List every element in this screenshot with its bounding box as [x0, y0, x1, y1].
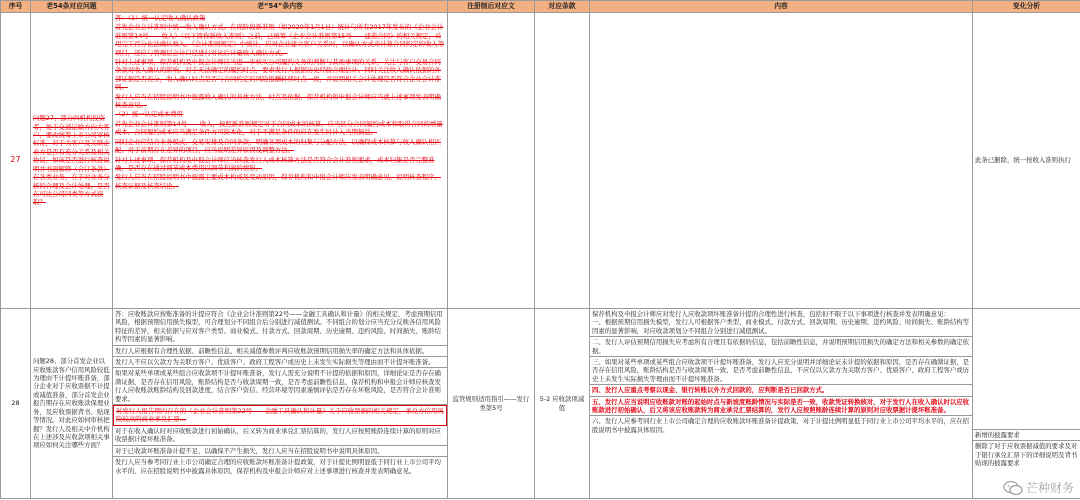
old-content-block: 对发行人报告期内存在的《企业会计准则第22号——金融工具确认和计量》关于应收票据的相关规定，承兑方信用风险较高的商业承兑汇票...: [113, 405, 447, 426]
header-change: 变化分析: [973, 1, 1080, 13]
header-seq: 序号: [1, 1, 31, 13]
old-content-block: 对于在收入确认时对应收账款进行初始确认，后又转为商业承兑汇票结算的，发行人应按照账龄连续计算的原则对应收票据计提坏账准备。: [113, 426, 447, 446]
old-content-cell: [113, 13, 448, 309]
table-row-28: [1, 309, 1080, 499]
old-content-para: 发行人应当在招股说明书中披露收入确认的具体方法、时点及依据，保荐机构和申报会计师应当就上述事项发表明确核查意见。: [115, 92, 441, 110]
old-issue-text: 问题27、部分四机构投资者，处于交通运输方向大客户，要改统筹上市公司审核标准，对于大客户及关联企业方是否有充分关系及相关协议，如该是否进行核查说明并书面解释（合订条款）在各类业务，在于对业务分析的合理及会计处理，是否在可比公司同类等方式获取？: [33, 114, 110, 207]
header-row: [1, 1, 1080, 13]
old-content-cell: [113, 309, 448, 499]
old-content-para: 发行人应当在招股说明书中披露主要成本构成及变动原因，保荐机构和申报会计师应发表明确意见，说明核查程序、核查证据及核查结论。: [115, 173, 441, 190]
old-issue-cell: [31, 13, 113, 309]
header-clause: 对应条款: [535, 1, 590, 13]
change-text: 新增的披露要求: [973, 429, 1080, 441]
old-content-block: 如果对某些单项或某些组合应收款项不计提坏账准备，发行人需充分说明不计提的依据和原因，详细论证是否存在确凿证据，是否存在信用风险，账龄结构是否与收款周期一致，是否考虑前瞻性信息，保荐机构和申报会计师应核查发行人应收账款账龄结构及回款进度，结合客户资信、经营环境等因素谨慎评估是否存在坏账风险，是否符合会计准则要求。: [113, 368, 447, 405]
reg-doc-cell: 监管规则适用指引——发行类第5号: [448, 309, 535, 499]
old-content-para: 首先企业会计准则中统一收入确认方式。在现阶段新准则（如2020年1月1日）统计与所有2017年发布的《企业会计准则第14号——收入》（以下简称新收入准则）之前，已统筹《企业会计准则第15号——建造合同》的相关规定，采用完工百分比法确认收入。《会计准则规定》中统计，应对企业建立客户关系时，以确认方式来计算合同约定的收入等项目，还应与管理层会计口径进行对比后计量收入确认方式。: [115, 23, 445, 57]
old-content-para: 针对上述事项，保荐机构及申报会计师应当核查发行人成本核算方法是否符合会计准则要求，成本归集是否完整准确，是否存在通过调节成本费用以调节利润的情形。: [115, 155, 435, 172]
old-content-para: 答：（1）统一认定收入确认政策: [115, 14, 206, 22]
old-content-block: 答：应收账款应按账准备的计提应符合《企业会计准则第22号——金融工具确认和计量》的相关规定，考虑预期信用风险，根据预期信用损失模型，可合理划分不同组合后分别进行减值测试。不同组合的划分应当充分反映各信用风险特征的差异，相关依据与应对客户类型、商业模式、付款方式、回款周期、历史逾期、违约风险、时间损失、账龄结构等因素的显著影响。: [113, 309, 447, 346]
content-block: 五、发行人应当说明应收账款对账的起始时点与新坡度账龄情况与实际是否一致，收款凭证转换核对，对于发行人在收入确认时以应收账款进行初始确认，后又将该应收账款转为商业承兑汇票结算的，发行人应按照账龄连续计算的原则对应收票据计提坏账准备。: [590, 397, 972, 417]
change-text: 此条已删除，统一按收入准则执行: [975, 156, 1071, 165]
old-content-para: 针对上述事项，保荐机构及申报会计师应当进一步核实公司履约义务的判断与其他事项的关系，关注与客户交易合同条款对收入确认的影响。对于无法确定的履约时点，要求发行人根据历史经验合理估计。同时关注收入确认依据的外部证据是否充分，收入确认时点是否与合同约定的风险报酬转移时点一致，并说明相关会计处理是否符合企业会计准则。: [115, 58, 441, 92]
content-block: 三、如果对某些单项或某些组合应收款项不计提坏账准备，发行人应充分说明并详细论证未计提的依据和原因，是否存在确凿证据，是否存在信用风险，账龄结构是否与收款周期一致，是否考虑前瞻性信息，不应仅以欠款方为关联方客户、优质客户、政府工程客户或历史上未发生实际损失等理由而不计提坏账准备。: [590, 357, 972, 385]
old-content-para: 同时企业应结合业务模式、交易安排及合同条款，明确各项成本的归集与分配方法，以确保成本核算与收入确认相匹配。对于前期存在差异的项目，应当说明差异原因及调整方法。: [115, 137, 441, 155]
content-cell: [590, 13, 973, 309]
header-content: 内容: [590, 1, 973, 13]
old-content-block: 发行人不应以欠款方为关联方客户、优质客户、政府工程客户或历史上未发生实际损失等理由而不计提坏账准备。: [113, 357, 447, 368]
old-content-block: 对于已收款坏账准备计提不足，以确保不产生损失，发行人应当在招股说明书中说明具体原因。: [113, 446, 447, 457]
watermark: [1003, 479, 1074, 496]
clause-cell: [535, 13, 590, 309]
content-cell: [590, 309, 973, 499]
watermark-text: 芒种财务: [1025, 481, 1074, 495]
change-cell: [973, 309, 1080, 499]
content-block: 保荐机构及申报会计师应对发行人应收款项坏账准备计提的合理性进行核查，包括但不限于以下事项进行核查并发表明确意见： 一、根据预期信用损失模型，发行人可根据客户类型、商业模式、付款方式、回款周期、历史逾期、违约风险、时间损失、账龄结构等因素的显著影响，对应收款项划分不同组合分别进行减值测试。: [590, 309, 972, 337]
content-block: 六、发行人应参考同行业上市公司确定合理的应收账款坏账准备计提政策，对于计提比例明显低于同行业上市公司平均水平的，应在招股说明书中披露具体原因。: [592, 417, 970, 434]
reg-doc-cell: [448, 13, 535, 309]
seq-cell: 28: [1, 309, 31, 499]
old-content-block: 发行人应根据有合理性依据、前瞻性信息、相关减值参数评判应收账款预期信用损失率的确定方法和具体依据。: [113, 346, 447, 357]
old-content-para: 首先企业会计准则第14号——收入，按照新准则规定对于合同成本的核算，应当区分合同履约成本和取得合同的增量成本。合同履约成本应当满足条件方可资本化，对于不满足条件的应在发生时计入当期损益。: [115, 119, 443, 137]
old-content-para: （2）统一认定成本费用: [115, 110, 183, 119]
change-cell: [973, 13, 1080, 309]
change-note: 删除了对于应收票据减值的要求及对于银行承兑汇票下的详细说明及背书贴现的披露要求: [975, 442, 1078, 468]
old-issue-cell: [31, 309, 113, 499]
wechat-icon: [1003, 480, 1023, 496]
content-block: 四、发行人应重点考察以现金、银行转账以外方式回款的，应判断是否已回款方式。: [590, 385, 972, 396]
content-block: 二、发行人评估预期信用损失应考虑所有合理且有依据的信息，包括前瞻性信息，并说明预期信用损失的确定方法和相关参数的确定依据。: [590, 337, 972, 357]
header-old-issue: 老54条对应问题: [31, 1, 113, 13]
header-reg-doc: 注册制后对应文: [448, 1, 535, 13]
seq-cell: 27: [1, 13, 31, 309]
table-row-27: [1, 13, 1080, 309]
clause-cell: 5-2 应收款项减值: [535, 309, 590, 499]
header-old-content: 老“54”条内容: [113, 1, 448, 13]
old-issue-text: 问题28、部分首发企业以应收账款客户信用风险较低为理由不计提坏账准备，部分企业对于应收票据不计提或减值准备，部分首发企业报告期存在应收账款保理业务，及应收票据背书、贴现等情况。对此应如何审核把握？发行人及相关中介机构在上述涉及应收款项相关事项应如何关注哪些方面？: [33, 357, 110, 450]
old-content-block: 发行人应当参考同行业上市公司确定合理的应收账款坏账准备计提政策，对于计提比例明显低于同行业上市公司平均水平的，应在招股说明书中披露具体原因，保荐机构及申报会计师应对上述事项进行核查并发表明确意见。: [115, 458, 441, 475]
